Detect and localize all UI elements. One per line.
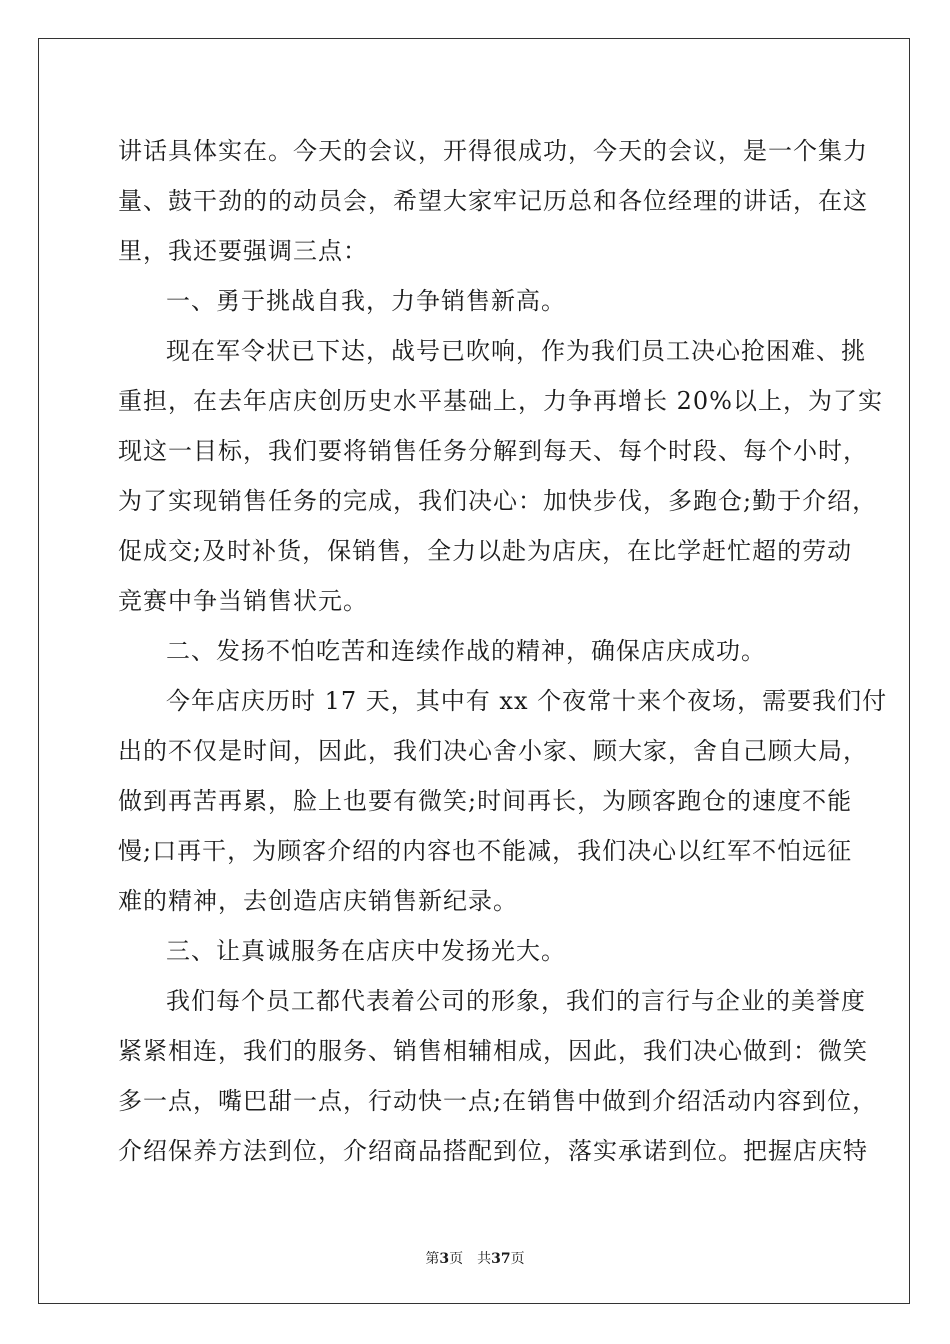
text-line: 竞赛中争当销售状元。 [118,587,368,615]
text-line: 现在军令状已下达，战号已吹响，作为我们员工决心抢困难、挑 [166,337,866,365]
text-line: 紧紧相连，我们的服务、销售相辅相成，因此，我们决心做到：微笑 [118,1037,868,1065]
document-body [118,126,888,1176]
text-line: 为了实现销售任务的完成，我们决心：加快步伐，多跑仓;勤于介绍， [118,487,878,515]
text-line: 三、让真诚服务在店庆中发扬光大。 [166,937,566,965]
text-line: 出的不仅是时间，因此，我们决心舍小家、顾大家，舍自己顾大局， [118,737,868,765]
total-pages-number: 37 [491,1251,511,1267]
text-line: 量、鼓干劲的的动员会，希望大家牢记历总和各位经理的讲话，在这 [118,187,868,215]
footer-page-unit: 页 [449,1251,464,1267]
text-line: 介绍保养方法到位，介绍商品搭配到位，落实承诺到位。把握店庆特 [118,1137,868,1165]
text-line: 现这一目标，我们要将销售任务分解到每天、每个时段、每个小时， [118,437,868,465]
page-footer [0,1248,950,1268]
text-line: 里，我还要强调三点： [118,237,368,265]
text-line: 一、勇于挑战自我，力争销售新高。 [166,287,566,315]
text-line: 促成交;及时补货，保销售，全力以赴为店庆，在比学赶忙超的劳动 [118,537,853,565]
footer-total-prefix: 共 [477,1251,492,1267]
footer-prefix: 第 [425,1251,440,1267]
text-line: 我们每个员工都代表着公司的形象，我们的言行与企业的美誉度 [166,987,866,1015]
text-line: 二、发扬不怕吃苦和连续作战的精神，确保店庆成功。 [166,637,766,665]
text-line: 做到再苦再累，脸上也要有微笑;时间再长，为顾客跑仓的速度不能 [118,787,853,815]
text-line: 慢;口再干，为顾客介绍的内容也不能减，我们决心以红军不怕远征 [118,837,853,865]
footer-total-unit: 页 [510,1251,525,1267]
text-line: 讲话具体实在。今天的会议，开得很成功，今天的会议，是一个集力 [118,137,868,165]
current-page-number: 3 [439,1251,450,1267]
text-line: 多一点，嘴巴甜一点，行动快一点;在销售中做到介绍活动内容到位， [118,1087,878,1115]
text-line: 今年店庆历时 17 天，其中有 xx 个夜常十来个夜场，需要我们付 [166,687,888,715]
text-line: 重担，在去年店庆创历史水平基础上，力争再增长 20%以上，为了实 [118,387,883,415]
text-line: 难的精神，去创造店庆销售新纪录。 [118,887,518,915]
